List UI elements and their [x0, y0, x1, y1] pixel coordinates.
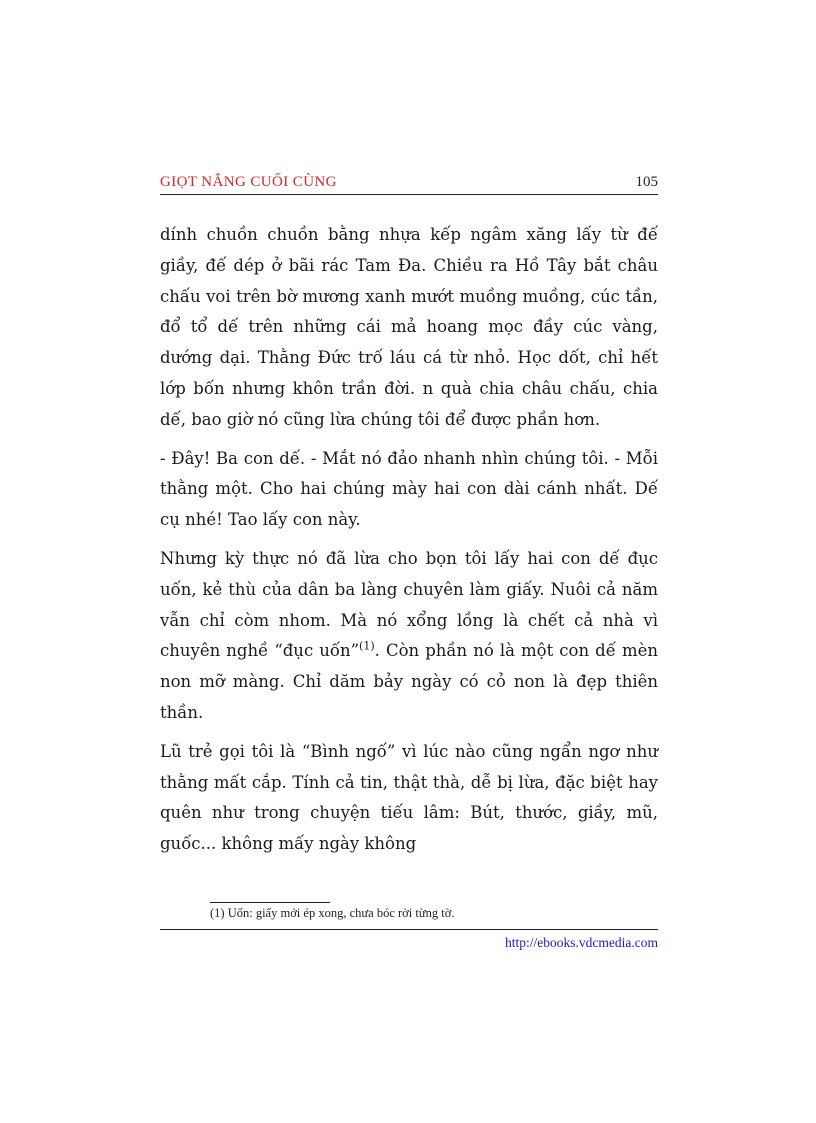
paragraph: - Đây! Ba con dế. - Mắt nó đảo nhanh nhìn chúng tôi. - Mỗi thằng một. Cho hai chúng mày hai con dài cánh nhất. Dế cụ nhé! Tao lấy con này.: [160, 448, 658, 530]
footnote: (1) Uốn: giấy mới ép xong, chưa bóc rời từng tờ.: [210, 906, 455, 920]
footnote-marker[interactable]: (1): [359, 639, 375, 653]
paragraph: [160, 544, 658, 729]
body-text: [160, 220, 658, 868]
book-title: GIỌT NẮNG CUỐI CÙNG: [160, 174, 337, 190]
paragraph: dính chuồn chuồn bằng nhựa kếp ngâm xăng lấy từ đế giầy, đế dép ở bãi rác Tam Đa. Chiều ra Hồ Tây bắt châu chấu voi trên bờ mương xanh mướt muồng muồng, cúc tần, đổ tổ dế trên những cái mả hoang mọc đầy cúc vàng, dướng dại. Thằng Đức trố láu cá từ nhỏ. Học dốt, chỉ hết lớp bốn nhưng khôn trần đời. n quà chia châu chấu, chia dế, bao giờ nó cũng lừa chúng tôi để được phần hơn.: [160, 225, 658, 429]
running-header: [160, 170, 658, 195]
page-number: 105: [635, 174, 658, 190]
paragraph: Lũ trẻ gọi tôi là “Bình ngố” vì lúc nào cũng ngẩn ngơ như thằng mất cắp. Tính cả tin, thật thà, dễ bị lừa, đặc biệt hay quên như trong chuyện tiếu lâm: Bút, thước, giầy, mũ, guốc... không mấy ngày không: [160, 741, 658, 854]
footer-divider: [160, 929, 658, 930]
paragraph-text: Nhưng kỳ thực nó đã lừa cho bọn tôi lấy hai con dế đục uốn, kẻ thù của dân ba làng chuyên làm giấy. Nuôi cả năm vẫn chỉ còm nhom. Mà nó xổng lồng là chết cả nhà vì chuyên nghề “đục uốn”: [160, 548, 658, 661]
footnote-divider: [210, 902, 330, 903]
paragraph-text: . Còn phần nó là một con dế mèn non mỡ màng. Chỉ dăm bảy ngày có cỏ non là đẹp thiên thần.: [160, 641, 658, 722]
source-link[interactable]: http://ebooks.vdcmedia.com: [505, 935, 658, 950]
